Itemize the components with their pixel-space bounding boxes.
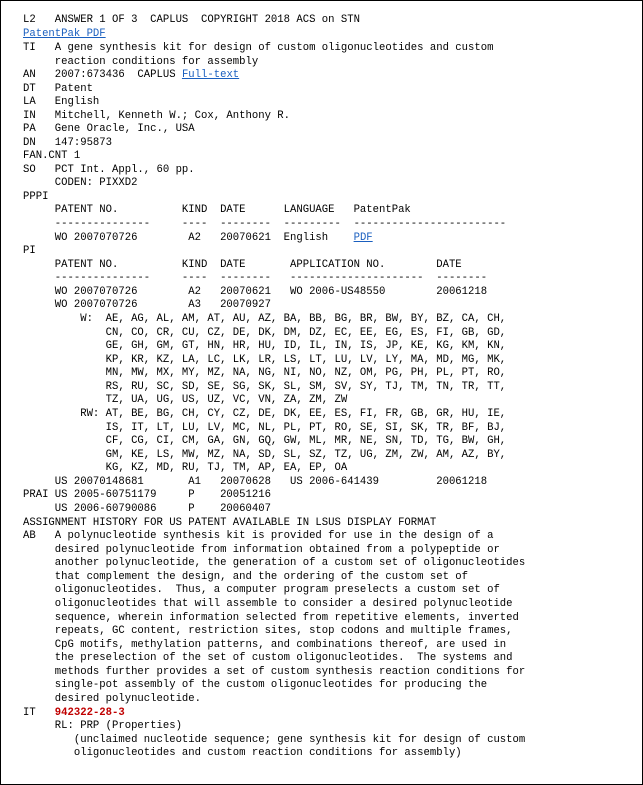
caplus-record [1, 1, 642, 784]
index-note-line: oligonucleotides and custom reaction conditions for assembly) [23, 747, 462, 759]
pdf-link[interactable]: PDF [353, 232, 373, 244]
accession-number-line [23, 69, 239, 83]
role-line: RL: PRP (Properties) [23, 720, 182, 732]
abstract-line: that complement the design, and the ordering of the custom set of [23, 571, 469, 583]
designated-states-w-line: GE, GH, GM, GT, HN, HR, HU, ID, IL, IN, IS, JP, KE, KG, KM, KN, [23, 340, 507, 352]
patent-assignee: PA Gene Oracle, Inc., USA [23, 123, 195, 135]
designated-states-w-line: KP, KR, KZ, LA, LC, LK, LR, LS, LT, LU, LV, LY, MA, MD, MG, MK, [23, 354, 507, 366]
priority-application: PRAI US 2005-60751179 P 20051216 [23, 489, 271, 501]
index-term-label: IT [23, 707, 55, 719]
source-line-1: SO PCT Int. Appl., 60 pp. [23, 164, 195, 176]
source-line-2: CODEN: PIXXD2 [23, 177, 138, 189]
pppi-row-text: WO 2007070726 A2 20070621 English [23, 232, 354, 244]
answer-header: L2 ANSWER 1 OF 3 CAPLUS COPYRIGHT 2018 ACS on STN [23, 14, 360, 26]
abstract-line: another polynucleotide, the generation of a custom set of oligonucleotides [23, 557, 526, 569]
pi-table-rule: --------------- ---- -------- --------------------- -------- [23, 272, 488, 284]
designated-states-w-line: CN, CO, CR, CU, CZ, DE, DK, DM, DZ, EC, EE, EG, ES, FI, GB, GD, [23, 327, 507, 339]
registry-number-link[interactable]: 942322-28-3 [54, 707, 125, 719]
full-text-link[interactable]: Full-text [181, 69, 240, 81]
abstract-line: oligonucleotides that will assemble to consider a desired polynucleotide [23, 598, 513, 610]
patentpak-pdf-link[interactable]: PatentPak PDF [23, 28, 106, 40]
abstract-line: desired polynucleotide from information obtained from a polypeptide or [23, 544, 500, 556]
document-type: DT Patent [23, 83, 93, 95]
pi-label: PI [23, 245, 36, 257]
designated-states-rw-line: IS, IT, LT, LU, LV, MC, NL, PL, PT, RO, SE, SI, SK, TR, BF, BJ, [23, 422, 507, 434]
table-row: US 20070148681 A1 20070628 US 2006-641439 20061218 [23, 476, 488, 488]
inventors: IN Mitchell, Kenneth W.; Cox, Anthony R. [23, 110, 291, 122]
family-count: FAN.CNT 1 [23, 150, 81, 162]
designated-states-w-line: TZ, UA, UG, US, UZ, VC, VN, ZA, ZM, ZW [23, 394, 348, 406]
abstract-line: AB A polynucleotide synthesis kit is provided for use in the design of a [23, 530, 494, 542]
pppi-label: PPPI [23, 191, 49, 203]
pppi-table-header: PATENT NO. KIND DATE LANGUAGE PatentPak [23, 204, 411, 216]
designated-states-w-line: W: AE, AG, AL, AM, AT, AU, AZ, BA, BB, BG, BR, BW, BY, BZ, CA, CH, [23, 313, 507, 325]
designated-states-w-line: MN, MW, MX, MY, MZ, NA, NG, NI, NO, NZ, OM, PG, PH, PL, PT, RO, [23, 367, 507, 379]
abstract-line: methods further provides a set of custom synthesis reaction conditions for [23, 666, 526, 678]
priority-application: US 2006-60790086 P 20060407 [23, 503, 271, 515]
table-row: WO 2007070726 A2 20070621 WO 2006-US48550 20061218 [23, 286, 488, 298]
pppi-table-row [23, 232, 373, 246]
abstract-line: oligonucleotides. Thus, a computer program preselects a custom set of [23, 584, 500, 596]
designated-states-w-line: RS, RU, SC, SD, SE, SG, SK, SL, SM, SV, SY, TJ, TM, TN, TR, TT, [23, 381, 507, 393]
accession-number: AN 2007:673436 CAPLUS [23, 69, 182, 81]
index-term-line [23, 707, 125, 721]
abstract-line: sequence, wherein information selected from repetitive elements, inverted [23, 612, 519, 624]
index-note-line: (unclaimed nucleotide sequence; gene synthesis kit for design of custom [23, 734, 526, 746]
designated-states-rw-line: KG, KZ, MD, RU, TJ, TM, AP, EA, EP, OA [23, 462, 348, 474]
assignment-history-note: ASSIGNMENT HISTORY FOR US PATENT AVAILABLE IN LSUS DISPLAY FORMAT [23, 517, 437, 529]
pppi-table-rule: --------------- ---- -------- --------- ------------------------ [23, 218, 507, 230]
language: LA English [23, 96, 100, 108]
abstract-line: repeats, GC content, restriction sites, stop codons and multiple frames, [23, 625, 513, 637]
designated-states-rw-line: GM, KE, LS, MW, MZ, NA, SD, SL, SZ, TZ, UG, ZM, ZW, AM, AZ, BY, [23, 449, 507, 461]
designated-states-rw-line: CF, CG, CI, CM, GA, GN, GQ, GW, ML, MR, NE, SN, TD, TG, BW, GH, [23, 435, 507, 447]
abstract-line: CpG motifs, methylation patterns, and combinations thereof, are used in [23, 639, 507, 651]
abstract-line: desired polynucleotide. [23, 693, 202, 705]
abstract-line: the preselection of the set of custom oligonucleotides. The systems and [23, 652, 513, 664]
document-number: DN 147:95873 [23, 137, 113, 149]
title-line-1: TI A gene synthesis kit for design of custom oligonucleotides and custom [23, 42, 494, 54]
designated-states-rw-line: RW: AT, BE, BG, CH, CY, CZ, DE, DK, EE, ES, FI, FR, GB, GR, HU, IE, [23, 408, 507, 420]
table-row: WO 2007070726 A3 20070927 [23, 299, 271, 311]
abstract-line: single-pot assembly of the custom oligonucleotides for producing the [23, 679, 488, 691]
title-line-2: reaction conditions for assembly [23, 56, 259, 68]
pi-table-header: PATENT NO. KIND DATE APPLICATION NO. DATE [23, 259, 462, 271]
